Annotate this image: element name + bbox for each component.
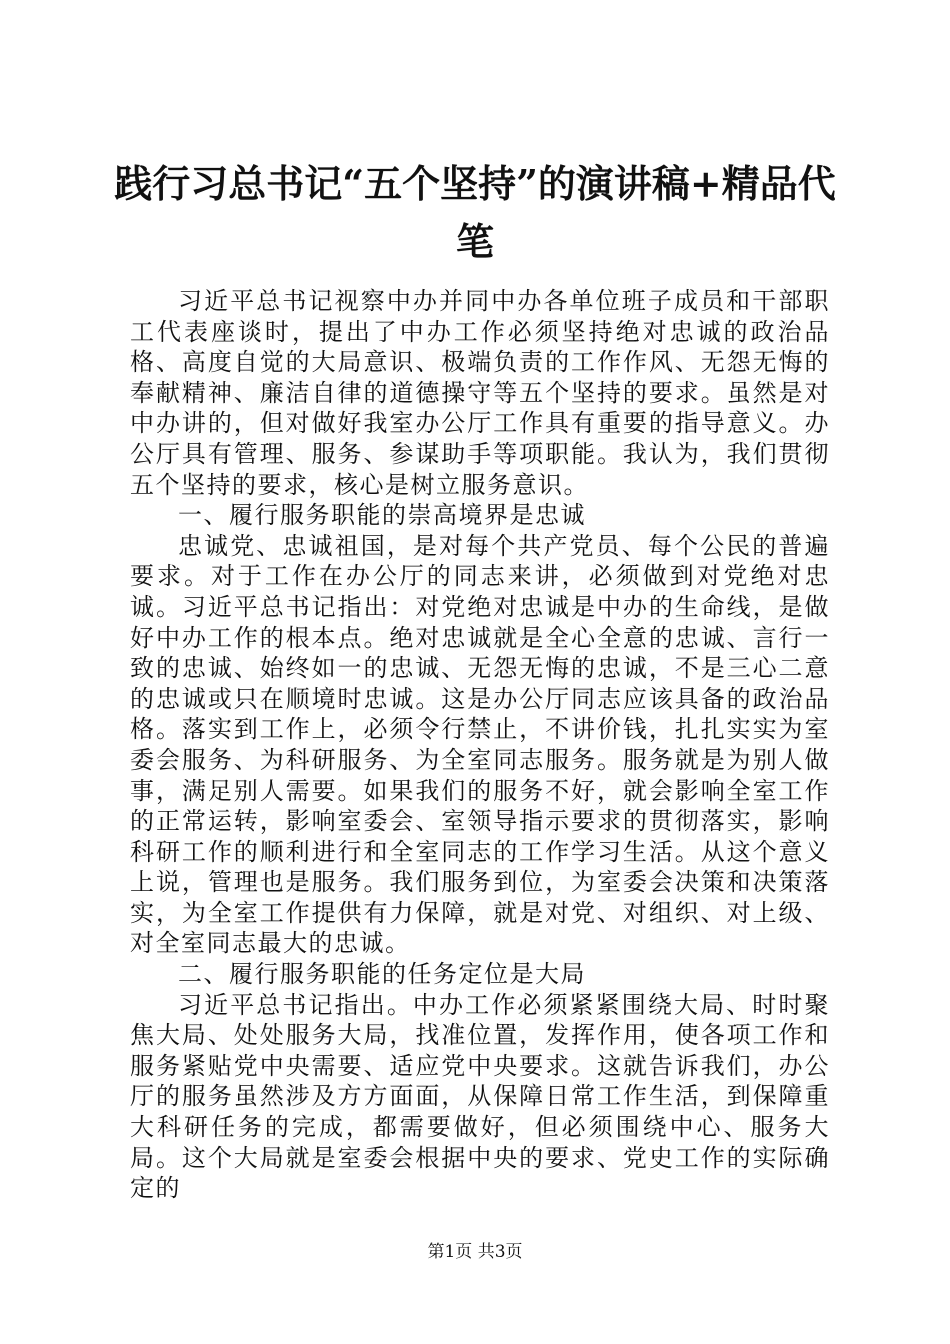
- document-body: [130, 286, 830, 1204]
- document-title: 践行习总书记“五个坚持”的演讲稿+精品代笔: [114, 161, 836, 264]
- paragraph-section-1: 忠诚党、忠诚祖国，是对每个共产党员、每个公民的普遍要求。对于工作在办公厅的同志来讲，必须做到对党绝对忠诚。习近平总书记指出：对党绝对忠诚是中办的生命线，是做好中办工作的根本点。绝对忠诚就是全心全意的忠诚、言行一致的忠诚、始终如一的忠诚、无怨无悔的忠诚，不是三心二意的忠诚或只在顺境时忠诚。这是办公厅同志应该具备的政治品格。落实到工作上，必须令行禁止，不讲价钱，扎扎实实为室委会服务、为科研服务、为全室同志服务。服务就是为别人做事，满足别人需要。如果我们的服务不好，就会影响全室工作的正常运转，影响室委会、室领导指示要求的贯彻落实，影响科研工作的顺利进行和全室同志的工作学习生活。从这个意义上说，管理也是服务。我们服务到位，为室委会决策和决策落实，为全室工作提供有力保障，就是对党、对组织、对上级、对全室同志最大的忠诚。: [130, 531, 830, 958]
- section-heading-1: 一、履行服务职能的崇高境界是忠诚: [178, 501, 586, 530]
- paragraph-section-2: 习近平总书记指出。中办工作必须紧紧围绕大局、时时聚焦大局、处处服务大局，找准位置，发挥作用，使各项工作和服务紧贴党中央需要、适应党中央要求。这就告诉我们，办公厅的服务虽然涉及方方面面，从保障日常工作生活，到保障重大科研任务的完成，都需要做好，但必须围绕中心、服务大局。这个大局就是室委会根据中央的要求、党史工作的实际确定的: [130, 990, 830, 1203]
- paragraph-intro: 习近平总书记视察中办并同中办各单位班子成员和干部职工代表座谈时，提出了中办工作必须坚持绝对忠诚的政治品格、高度自觉的大局意识、极端负责的工作作风、无怨无悔的奉献精神、廉洁自律的道德操守等五个坚持的要求。虽然是对中办讲的，但对做好我室办公厅工作具有重要的指导意义。办公厅具有管理、服务、参谋助手等项职能。我认为，我们贯彻五个坚持的要求，核心是树立服务意识。: [130, 287, 830, 499]
- page-footer: 第1页 共3页: [427, 1242, 523, 1262]
- section-heading-2: 二、履行服务职能的任务定位是大局: [178, 960, 586, 989]
